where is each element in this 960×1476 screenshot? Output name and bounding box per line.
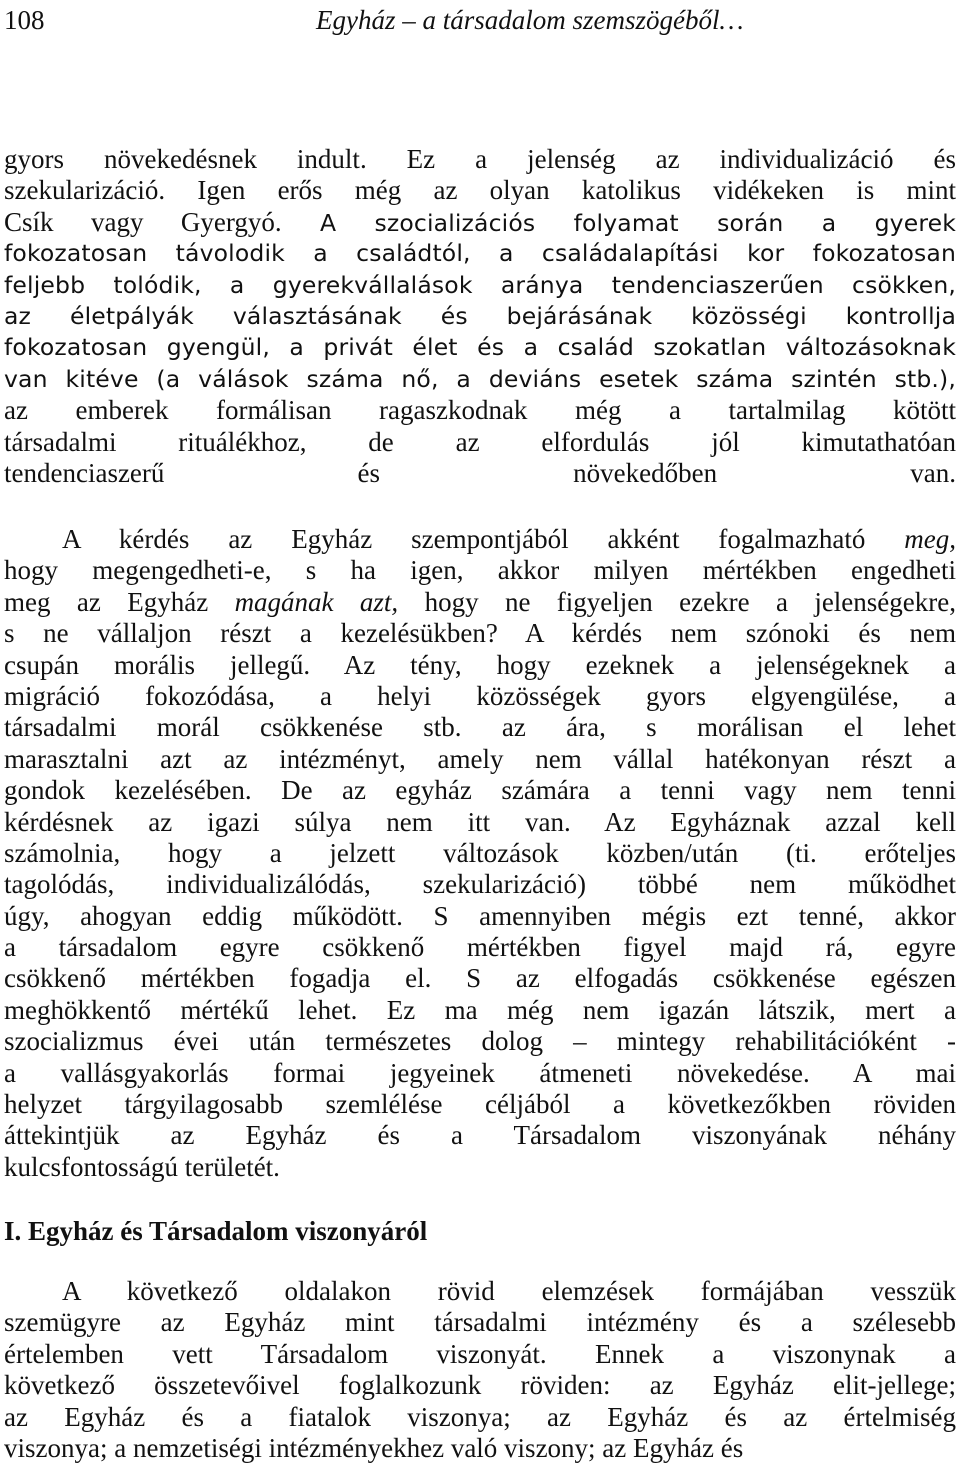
text-line: áttekintjük az Egyház és a Társadalom viszonyának néhány bbox=[4, 1120, 956, 1151]
text-line: számolnia, hogy a jelzett változások közben/után (ti. erőteljes bbox=[4, 837, 956, 868]
text-line: meghökkentő mértékű lehet. Ez ma még nem igazán látszik, mert a bbox=[4, 994, 956, 1025]
text-span: meg az Egyház bbox=[4, 586, 235, 617]
text-line: viszonya; a nemzetiségi intézményekhez való viszony; az Egyház és bbox=[4, 1432, 744, 1463]
italic-span: meg, bbox=[904, 524, 956, 554]
text-line: marasztalni azt az intézményt, amely nem vállal hatékonyan részt a bbox=[4, 743, 956, 774]
text-line: csupán morális jellegű. Az tény, hogy ezeknek a jelenségeknek a bbox=[4, 649, 956, 680]
text-line: helyzet tárgyilagosabb szemlélése céljából a következőkben röviden bbox=[4, 1089, 956, 1120]
running-title: Egyház – a társadalom szemszögéből… bbox=[316, 5, 744, 35]
text-line: s ne vállaljon részt a kezelésükben? A kérdés nem szónoki és nem bbox=[4, 618, 956, 649]
text-line: értelemben vett Társadalom viszonyát. Ennek a viszonynak a bbox=[4, 1338, 956, 1369]
italic-span: magának azt, bbox=[234, 586, 399, 617]
text-line bbox=[4, 489, 956, 520]
text-line: van kitéve (a válások száma nő, a deviáns esetek száma szintén stb.), bbox=[4, 364, 956, 393]
text-span: A szocializációs folyamat során a gyerek bbox=[281, 208, 956, 237]
text-line: A következő oldalakon rövid elemzések formájában vesszük bbox=[62, 1276, 956, 1306]
text-line: gyors növekedésnek indult. Ez a jelenség az individualizáció és bbox=[4, 144, 956, 174]
text-span: Csík vagy Gyergyó. bbox=[4, 206, 282, 237]
text-line: fokozatosan távolodik a családtól, a családalapítási kor fokozatosan bbox=[4, 239, 956, 268]
text-line: társadalmi morál csökkenése stb. az ára, s morálisan el lehet bbox=[4, 712, 956, 743]
section-heading: I. Egyház és Társadalom viszonyáról bbox=[4, 1216, 428, 1246]
text-span: hogy ne figyeljen ezekre a jelenségekre, bbox=[398, 586, 956, 617]
paragraph-2 bbox=[4, 524, 956, 1183]
text-line bbox=[4, 207, 956, 238]
text-line: szemügyre az Egyház mint társadalmi intézmény és a szélesebb bbox=[4, 1307, 956, 1338]
text-line: fokozatosan gyengül, a privát élet és a család szokatlan változásoknak bbox=[4, 333, 956, 362]
paragraph-1 bbox=[4, 144, 956, 521]
text-line: tagolódás, individualizálódás, szekularizáció) többé nem működhet bbox=[4, 869, 956, 900]
text-line: szocializmus évei után természetes dolog – mintegy rehabilitációként - bbox=[4, 1026, 956, 1057]
text-line bbox=[4, 524, 956, 555]
text-line: kérdésnek az igazi súlya nem itt van. Az Egyháznak azzal kell bbox=[4, 806, 956, 837]
text-line: migráció fokozódása, a helyi közösségek gyors elgyengülése, a bbox=[4, 680, 956, 711]
text-span: A kérdés az Egyház szempontjából akként fogalmazható bbox=[62, 524, 905, 554]
text-line: a vallásgyakorlás formai jegyeinek átmeneti növekedése. A mai bbox=[4, 1057, 956, 1088]
text-line: az életpályák választásának és bejárásának közösségi kontrollja bbox=[4, 301, 956, 330]
page-header bbox=[4, 2, 956, 42]
text-line: az emberek formálisan ragaszkodnak még a tartalmilag kötött bbox=[4, 395, 956, 426]
text-line: gondok kezelésében. De az egyház számára a tenni vagy nem tenni bbox=[4, 775, 956, 806]
text-line bbox=[4, 587, 956, 618]
paragraph-3 bbox=[4, 1276, 956, 1464]
text-line: következő összetevőivel foglalkozunk röviden: az Egyház elit-jellege; bbox=[4, 1370, 956, 1401]
text-line: társadalmi rituálékhoz, de az elfordulás jól kimutathatóan bbox=[4, 426, 956, 457]
text-line: úgy, ahogyan eddig működött. S amennyiben mégis ezt tenné, akkor bbox=[4, 900, 956, 931]
text-line: az Egyház és a fiatalok viszonya; az Egyház és az értelmiség bbox=[4, 1401, 956, 1432]
text-line: a társadalom egyre csökkenő mértékben figyel majd rá, egyre bbox=[4, 932, 956, 963]
text-line: kulcsfontosságú területét. bbox=[4, 1151, 280, 1182]
text-line: szekularizáció. Igen erős még az olyan katolikus vidékeken is mint bbox=[4, 175, 956, 206]
text-line: hogy megengedheti-e, s ha igen, akkor milyen mértékben engedheti bbox=[4, 555, 956, 586]
page-number: 108 bbox=[4, 5, 45, 35]
text-line: csökkenő mértékben fogadja el. S az elfogadás csökkenése egészen bbox=[4, 963, 956, 994]
text-line: tendenciaszerű és növekedőben van. bbox=[4, 457, 956, 488]
text-line: feljebb tolódik, a gyerekvállalások aránya tendenciaszerűen csökken, bbox=[4, 270, 956, 299]
